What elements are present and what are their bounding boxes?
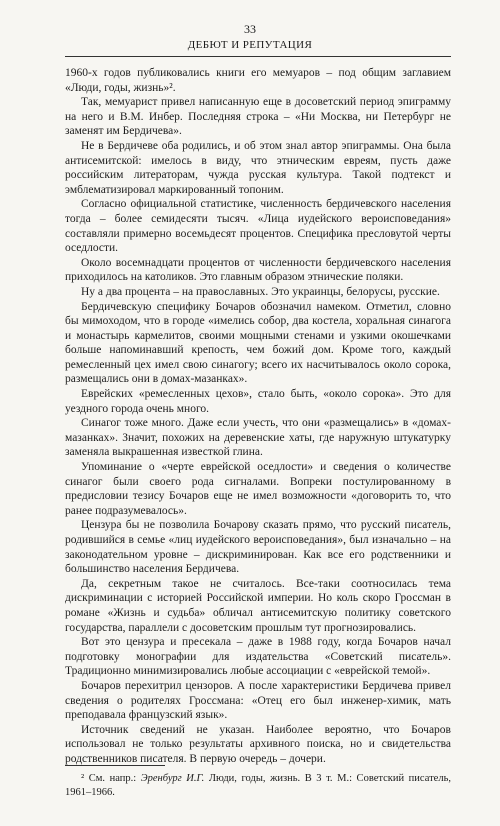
footnote-author: Эренбург И.Г. [140, 773, 205, 784]
paragraph: 1960-х годов публиковались книги его мемуаров – под общим заглавием «Люди, годы, жизнь»². [65, 67, 451, 94]
paragraph: Ну а два процента – на православных. Это украинцы, белорусы, русские. [81, 285, 440, 298]
footnote-rule [65, 765, 165, 766]
paragraph: Бердичевскую специфику Бочаров обозначил намеком. Отметил, словно бы мимоходом, что в городе «имелись собор, два костела, хоральная синагога и монастырь кармелитов, своими мощными стенами и узкими окошечками больше напоминавший крепость, чем божий дом. Кроме того, каждый ремесленный цех имел свою синагогу; всего их насчитывалось около сорока, размещались они в домах-мазанках». [65, 300, 451, 386]
paragraph: Так, мемуарист привел написанную еще в досоветский период эпиграмму на него и В.М. Инбер. Последняя строка – «Ни Москва, ни Петербург не заменят им Бердичева». [65, 96, 451, 138]
page-number: 33 [244, 22, 256, 36]
paragraph: Еврейских «ремесленных цехов», стало быть, «около сорока». Это для уездного города очень много. [65, 388, 451, 415]
footnote-text: Люди, годы, жизнь. В 3 т. М.: Советский писатель, 1961–1966. [65, 773, 451, 798]
paragraph: Упоминание о «черте еврейской оседлости» и сведения о количестве синагог были своего рода сигналами. Вопреки постулированному в предисловии тезису Бочаров еще не имел возможности «договорить то, что ранее подразумевалось». [65, 461, 451, 517]
header-rule [65, 56, 451, 57]
paragraph: Около восемнадцати процентов от численности бердичевского населения приходилось на католиков. Это главным образом этнические поляки. [65, 256, 451, 284]
paragraph: Источник сведений не указан. Наиболее вероятно, что Бочаров использовал не только результаты архивного поиска, но и свидетельства родственников писателя. В первую очередь – дочери. [65, 723, 451, 765]
paragraph: Вот это цензура и пресекала – даже в 1988 году, когда Бочаров начал подготовку монографии для издательства «Советский писатель». Традиционно минимизировались любые ассоциации с «еврейской темой». [65, 636, 451, 678]
footnote [65, 772, 451, 799]
paragraph: Синагог тоже много. Даже если учесть, что они «размещались» в «домах-мазанках». Значит, похожих на деревенские хаты, где наружную штукатурку заменяла выкрашенная известкой глина. [65, 417, 451, 459]
paragraph: Согласно официальной статистике, численность бердичевского населения тогда – более семидесяти тысяч. «Лица иудейского вероисповедания» составляли примерно восемьдесят процентов. Специфика пресловутой черты оседлости. [65, 198, 451, 255]
paragraph: Бочаров перехитрил цензоров. А после характеристики Бердичева привел сведения о родителях Гроссмана: «Отец его был инженер-химик, мать преподавала французский язык». [65, 679, 451, 722]
paragraph: Цензура бы не позволила Бочарову сказать прямо, что русский писатель, родившийся в семье «лиц иудейского вероисповедания», был изначально – на законодательном уровне – дискриминирован. Как все его родственники и большинство населения Бердичева. [65, 519, 451, 576]
paragraph: Да, секретным такое не считалось. Все-таки соотносилась тема дискриминации с историей Российской империи. Но коль скоро Гроссман в романе «Жизнь и судьба» обличал антисемитскую политику советского государства, параллели с досоветским прошлым тут прогнозировались. [65, 577, 451, 634]
body-text [65, 66, 451, 767]
footnote-prefix: ² См. напр.: [81, 773, 141, 784]
paragraph: Не в Бердичеве оба родились, и об этом знал автор эпиграммы. Она была антисемитской: имелось в виду, что этническим евреям, пусть даже российским литераторам, чужда русская культура. Такой подтекст и эмблематизировал маркированный топоним. [65, 139, 451, 196]
running-head: ДЕБЮТ И РЕПУТАЦИЯ [187, 39, 313, 51]
